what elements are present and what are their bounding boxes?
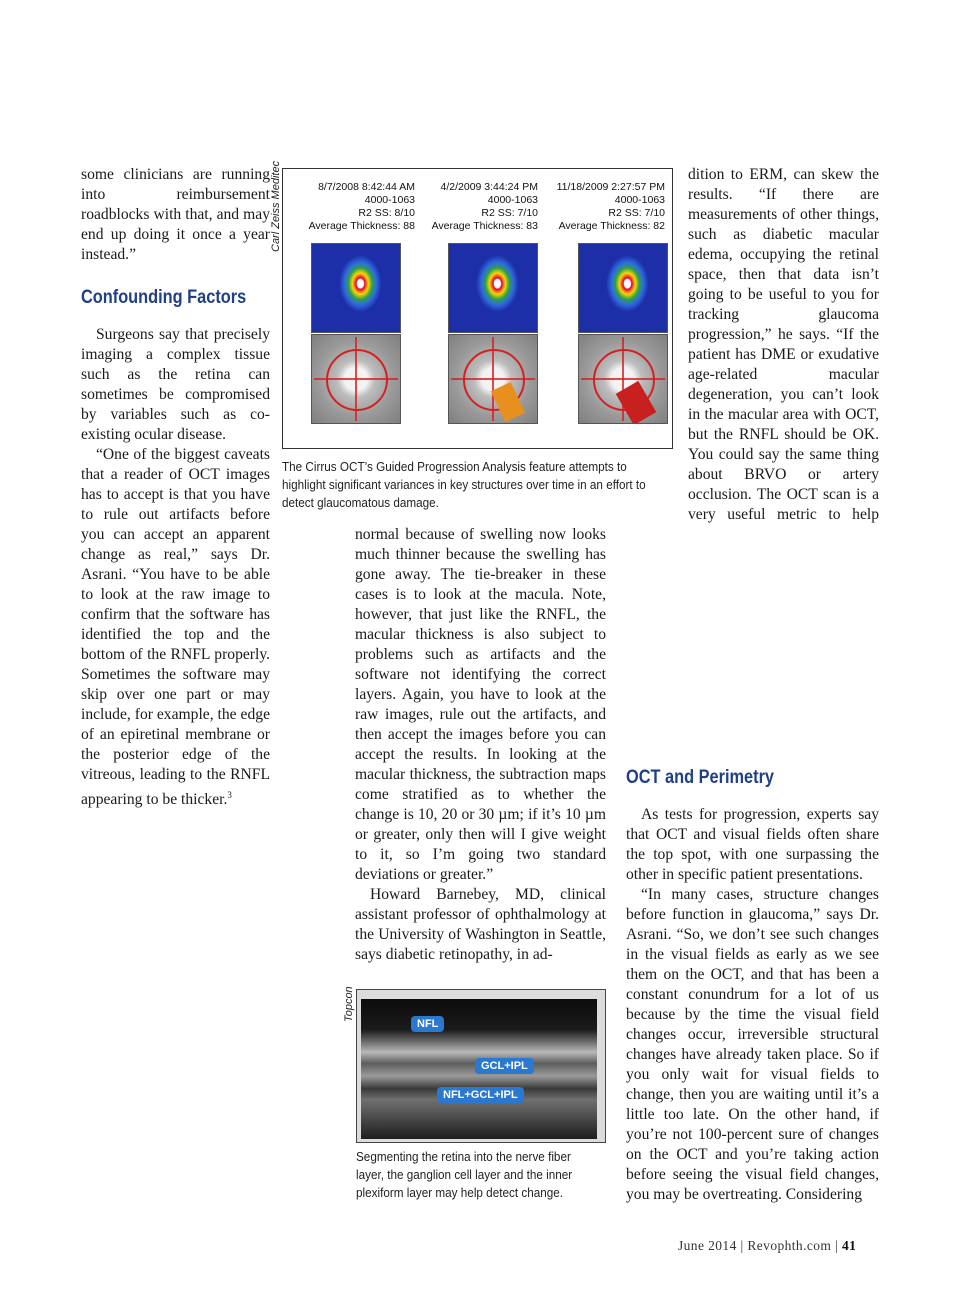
column-3-top	[688, 165, 879, 525]
column-1-body-2	[81, 445, 270, 810]
page-footer	[678, 1238, 856, 1254]
thickness-map	[448, 243, 538, 333]
thickness-map	[311, 243, 401, 333]
scan-info	[408, 181, 538, 233]
scan-2	[408, 181, 538, 233]
paragraph	[81, 445, 270, 810]
column-1-body	[81, 325, 270, 445]
figure-oct-segmentation	[356, 989, 606, 1143]
column-3-body	[626, 805, 879, 1205]
scan-thickness: Average Thickness: 83	[431, 220, 538, 232]
optic-disc-image	[578, 334, 668, 424]
label-gcl-ipl: GCL+IPL	[475, 1058, 534, 1074]
scan-thickness: Average Thickness: 82	[558, 220, 665, 232]
paragraph-text: “One of the biggest caveats that a reader of OCT images has to accept is that you have to rule out artifacts before you can accept an apparent change as real,” says Dr. Asrani. “You have to be able to look at the raw image to confirm that the software has identified the top and the bottom of the RNFL properly. Sometimes the software may skip over one part or may include, for example, the edge of an epiretinal membrane or the posterior edge of the vitreous, leading to the RNFL appearing to be thicker.	[81, 446, 270, 809]
scan-signal: R2 SS: 8/10	[358, 207, 415, 219]
column-3-continued	[626, 525, 879, 745]
page-number: 41	[841, 1238, 857, 1253]
thickness-map	[578, 243, 668, 333]
paragraph: normal because of swelling now looks much thinner because the swelling has gone away. The tie-breaker in these cases is to look at the macula. Note, however, that just like the RNFL, the macular thickness is also subject to problems such as artifacts and the software not identifying the correct layers. Again, you have to look at the raw images, rule out the artifacts, and then accept the images before you can accept the results. In looking at the macular thickness, the subtraction maps come stratified as to whether the change is 10, 20 or 30 µm; if it’s 10 µm or greater, only then will I give weight to it, so I’m going two standard deviations or greater.”	[355, 526, 606, 883]
optic-disc-image	[448, 334, 538, 424]
scan-datetime: 11/18/2009 2:27:57 PM	[556, 181, 665, 193]
figure-gpa-scans	[282, 168, 673, 449]
paragraph-text: dition to ERM, can skew the results. “If there are measurements of other things, such as diabetic macular edema, occupying the retinal space, then that data isn’t going to be useful to you for tracking glaucoma progression,” he says. “If the patient has DME or exudative age-related macular degeneration, you can’t look in the macular area with OCT, but the RNFL should be OK. You could say the same thing about BRVO or artery occlusion. The OCT scan is a very useful metric to help	[688, 166, 879, 523]
scan-datetime: 4/2/2009 3:44:24 PM	[440, 181, 538, 193]
scan-signal: R2 SS: 7/10	[481, 207, 538, 219]
paragraph: As tests for progression, experts say that OCT and visual fields often share the top spot, with one surpassing the other in specific patient presentations.	[626, 806, 879, 883]
optic-disc-image	[311, 334, 401, 424]
paragraph: Surgeons say that precisely imaging a complex tissue such as the retina can sometimes be compromised by variables such as co-existing ocular disease.	[81, 326, 270, 443]
issue-info: June 2014 | Revophth.com |	[678, 1238, 839, 1253]
scan-id: 4000-1063	[487, 194, 538, 206]
paragraph	[688, 165, 879, 525]
figure-2-caption: Segmenting the retina into the nerve fiber layer, the ganglion cell layer and the inner plexiform layer may help detect change.	[356, 1150, 573, 1200]
figure-1-caption: The Cirrus OCT’s Guided Progression Analysis feature attempts to highlight significant variances in key structures over time in an effort to detect glaucomatous damage.	[282, 460, 646, 510]
scan-info	[285, 181, 415, 233]
section-heading-oct-perimetry: OCT and Perimetry	[626, 767, 775, 788]
paragraph: some clinicians are running into reimbursement roadblocks with that, and may end up doing it once a year instead.”	[81, 166, 270, 263]
paragraph: “In many cases, structure changes before function in glaucoma,” says Dr. Asrani. “So, we don’t see such changes in the visual fields as early as we see them on the OCT, and that has been a constant conundrum for a lot of us because by the time the visual field changes occur, irreversible structural changes have already taken place. So if you only wait for visual fields to change, then you are waiting until it’s a little too late. On the other hand, if you’re not 100-percent sure of changes on the OCT and you’re taking action before seeing the visual field changes, you may be overtreating. Considering	[626, 886, 879, 1203]
scan-thickness: Average Thickness: 88	[308, 220, 415, 232]
scan-datetime: 8/7/2008 8:42:44 AM	[318, 181, 415, 193]
label-nfl: NFL	[411, 1016, 444, 1032]
figure-credit: Topcon	[343, 986, 355, 1022]
label-nfl-gcl-ipl: NFL+GCL+IPL	[437, 1087, 524, 1103]
scan-info	[535, 181, 665, 233]
paragraph: Howard Barnebey, MD, clinical assistant professor of ophthalmology at the University of Washington in Seattle, says diabetic retinopathy, in ad-	[355, 886, 606, 963]
column-1	[81, 165, 270, 265]
scan-1	[285, 181, 415, 233]
footnote-ref: 3	[227, 790, 232, 800]
section-heading-confounding-factors: Confounding Factors	[81, 287, 247, 308]
column-2	[355, 525, 606, 965]
figure-credit: Carl Zeiss Meditec	[270, 160, 282, 252]
scan-id: 4000-1063	[614, 194, 665, 206]
scan-3	[535, 181, 665, 233]
scan-signal: R2 SS: 7/10	[608, 207, 665, 219]
scan-id: 4000-1063	[364, 194, 415, 206]
column-3	[626, 525, 879, 745]
